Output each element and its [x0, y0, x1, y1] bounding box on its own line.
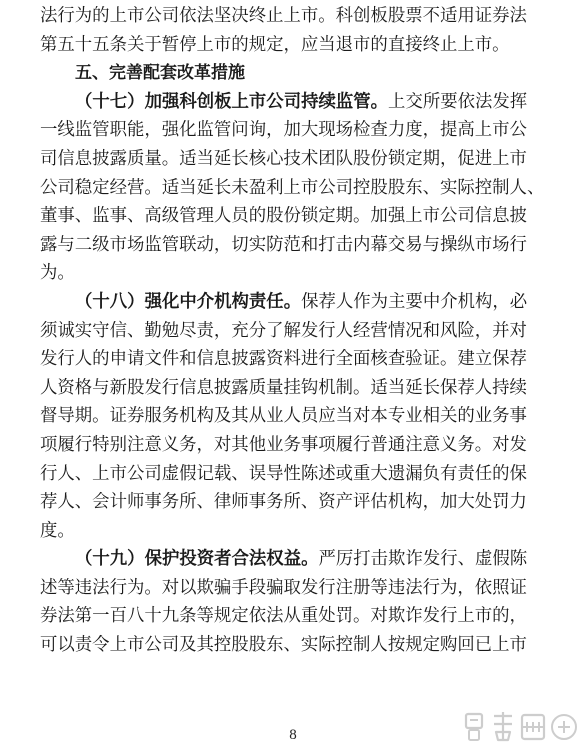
section-heading: 五、完善配套改革措施 — [75, 63, 245, 84]
body-line: 董事、监事、高级管理人员的股份锁定期。加强上市公司信息披 — [40, 206, 527, 227]
body-line: 度。 — [40, 520, 75, 541]
item-19-first-line-rest: 严厉打击欺诈发行、虚假陈 — [318, 549, 528, 570]
item-19-title: （十九）保护投资者合法权益。 — [75, 549, 319, 570]
body-line: 公司稳定经营。适当延长未盈利上市公司控股股东、实际控制人、 — [40, 177, 545, 198]
body-line: 行人、上市公司虚假记载、误导性陈述或重大遗漏负有责任的保 — [40, 463, 527, 484]
item-19-first-line — [40, 545, 554, 574]
zhidx-logo-icon — [464, 710, 580, 744]
body-line: 法行为的上市公司依法坚决终止上市。科创板股票不适用证券法 — [40, 6, 527, 26]
page-number: 8 — [289, 727, 297, 743]
body-line: 一线监管职能，强化监管问询，加大现场检查力度，提高上市公 — [40, 120, 527, 141]
body-line: 人资格与新股发行信息披露质量挂钩机制。适当延长保荐人持续 — [40, 377, 527, 398]
body-line: 券法第一百八十九条等规定依法从重处罚。对欺诈发行上市的， — [40, 606, 527, 627]
body-line: 司信息披露质量。适当延长核心技术团队股份锁定期，促进上市 — [40, 148, 527, 169]
watermark — [462, 709, 580, 745]
item-17-first-line-rest: 上交所要依法发挥 — [388, 91, 528, 112]
body-line: 项履行特别注意义务，对其他业务事项履行普通注意义务。对发 — [40, 434, 527, 455]
item-18-title: （十八）强化中介机构责任。 — [75, 291, 302, 312]
body-line: 述等违法行为。对以欺骗手段骗取发行注册等违法行为，依照证 — [40, 577, 527, 598]
item-17-first-line — [40, 88, 554, 117]
document-body — [40, 2, 554, 660]
body-line: 荐人、会计师事务所、律师事务所、资产评估机构，加大处罚力 — [40, 492, 527, 513]
body-line: 可以责令上市公司及其控股股东、实际控制人按规定购回已上市 — [40, 635, 527, 656]
body-line: 第五十五条关于暂停上市的规定，应当退市的直接终止上市。 — [40, 34, 510, 55]
body-line: 须诚实守信、勤勉尽责，充分了解发行人经营情况和风险，并对 — [40, 320, 527, 341]
item-18-first-line-rest: 保荐人作为主要中介机构，必 — [301, 291, 528, 312]
item-18-first-line — [40, 288, 554, 317]
item-17-title: （十七）加强科创板上市公司持续监管。 — [75, 91, 389, 112]
body-line: 发行人的申请文件和信息披露资料进行全面核查验证。建立保荐 — [40, 349, 527, 370]
body-line: 露与二级市场监管联动，切实防范和打击内幕交易与操纵市场行 — [40, 234, 527, 255]
body-line: 督导期。证券服务机构及其从业人员应当对本专业相关的业务事 — [40, 406, 527, 427]
body-line: 为。 — [40, 263, 75, 284]
